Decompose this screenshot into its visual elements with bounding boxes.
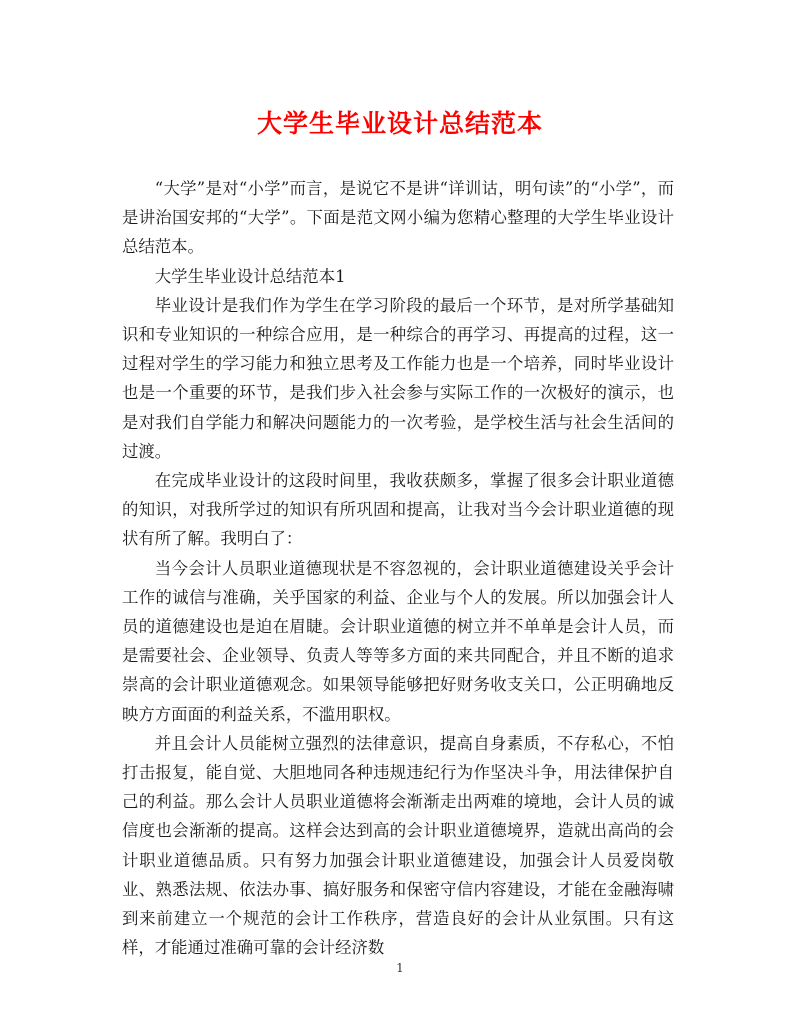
document-body [122, 174, 674, 962]
body-paragraph: 并且会计人员能树立强烈的法律意识，提高自身素质，不存私心，不怕打击报复，能自觉、大胆地同各种违规违纪行为作坚决斗争，用法律保护自己的利益。那么会计人员职业道德将会渐渐走出两难的境地，会计人员的诚信度也会渐渐的提高。这样会达到高的会计职业道德境界，造就出高尚的会计职业道德品质。只有努力加强会计职业道德建设，加强会计人员爱岗敬业、熟悉法规、依法办事、搞好服务和保密守信内容建设，才能在金融海啸到来前建立一个规范的会计工作秩序，营造良好的会计从业氛围。只有这样，才能通过准确可靠的会计经济数 [122, 733, 674, 958]
body-paragraph: 在完成毕业设计的这段时间里，我收获颇多，掌握了很多会计职业道德的知识，对我所学过的知识有所巩固和提高，让我对当今会计职业道德的现状有所了解。我明白了： [122, 471, 674, 549]
page-number: 1 [396, 961, 404, 975]
body-paragraph: 毕业设计是我们作为学生在学习阶段的最后一个环节，是对所学基础知识和专业知识的一种综合应用，是一种综合的再学习、再提高的过程，这一过程对学生的学习能力和独立思考及工作能力也是一个培养，同时毕业设计也是一个重要的环节，是我们步入社会参与实际工作的一次极好的演示，也是对我们自学能力和解决问题能力的一次考验，是学校生活与社会生活间的过渡。 [122, 295, 674, 461]
intro-paragraph: “大学”是对“小学”而言，是说它不是讲“详训诂，明句读”的“小学”，而是讲治国安邦的“大学”。下面是范文网小编为您精心整理的大学生毕业设计总结范本。 [122, 179, 674, 257]
body-paragraph: 当今会计人员职业道德现状是不容忽视的，会计职业道德建设关乎会计工作的诚信与准确，关乎国家的利益、企业与个人的发展。所以加强会计人员的道德建设也是迫在眉睫。会计职业道德的树立并不单单是会计人员，而是需要社会、企业领导、负责人等等多方面的来共同配合，并且不断的追求崇高的会计职业道德观念。如果领导能够把好财务收支关口，公正明确地反映方方面面的利益关系，不滥用职权。 [122, 558, 674, 724]
document-title: 大学生毕业设计总结范本 [256, 109, 543, 138]
section-heading: 大学生毕业设计总结范本1 [154, 266, 346, 286]
